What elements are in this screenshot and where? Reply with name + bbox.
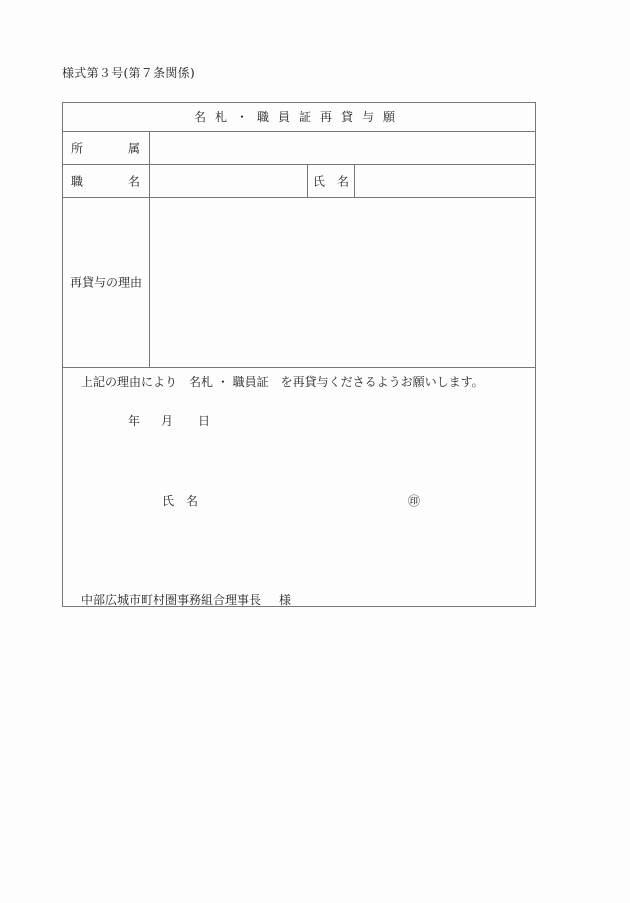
position-label-right: 名 [127,174,140,189]
position-label-cell [63,165,150,197]
name-label-cell [307,165,355,197]
form-title-row [63,103,535,132]
reason-label-cell [63,197,150,367]
affiliation-label-left: 所 [71,141,84,156]
honorific: 様 [279,593,292,607]
affiliation-label-cell [63,132,150,164]
declaration-text: 上記の理由により 名札 ・ 職員証 を再貸与くださるようお願いします。 [81,375,484,389]
name-label: 氏 名 [312,174,349,189]
position-field[interactable] [150,165,307,197]
date-month-label: 月 [161,414,174,428]
reason-field[interactable] [150,197,535,367]
date-year-label: 年 [128,414,141,428]
reason-row [63,197,535,368]
date-day-label: 日 [198,414,211,428]
position-name-row [63,165,535,198]
affiliation-row [63,132,535,165]
request-form-table [62,102,536,607]
position-label-left: 職 [71,174,84,189]
form-title: 名札・職員証再貸与願 [193,110,404,124]
affiliation-label-right: 属 [127,141,140,156]
addressee: 中部広城市町村圏事務組合理事長 [81,593,262,607]
seal-icon: ㊞ [408,494,421,508]
signature-name-label: 氏 名 [162,494,199,508]
declaration-area [63,368,535,606]
form-number: 様式第３号(第７条関係) [62,66,195,80]
affiliation-field[interactable] [150,132,535,164]
name-field[interactable] [355,165,535,197]
reason-label: 再貸与の理由 [69,275,142,290]
